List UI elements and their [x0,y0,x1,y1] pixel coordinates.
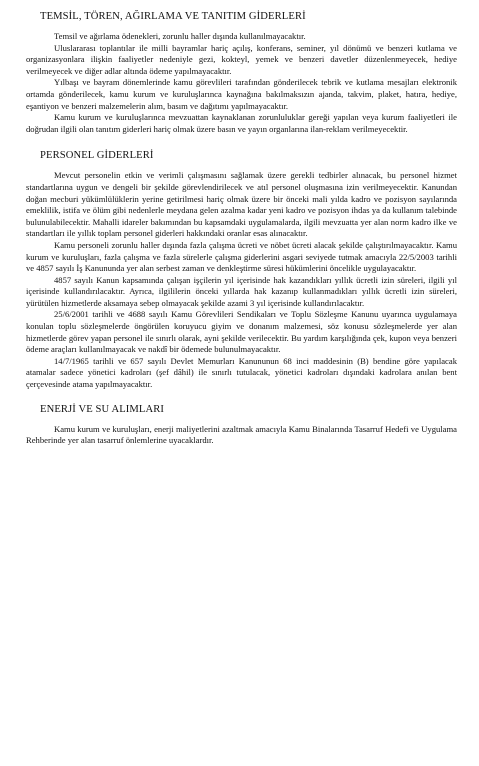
paragraph: Kamu personeli zorunlu haller dışında fazla çalışma ücreti ve nöbet ücreti alacak şekilde çalıştırılmayacaktır. Kamu kurum ve kuruluşları, fazla çalışma ve fazla sürelerle çalışma giderlerini asgari seviyede tutmak amacıyla 22/5/2003 tarihli ve 4857 sayılı İş Kanununda yer alan serbest zaman ve denkleştirme süresi hükümlerini öncelikle uygulayacaktır. [26,239,457,274]
section-heading: ENERJİ VE SU ALIMLARI [40,403,165,415]
section-heading: TEMSİL, TÖREN, AĞIRLAMA VE TANITIM GİDERLERİ [40,11,306,22]
paragraph: Yılbaşı ve bayram dönemlerinde kamu görevlileri tarafından gönderilecek tebrik ve kutlama mesajları elektronik ortamda gönderilecek, kamu kurum ve kuruluşlarınca kaynağına bakılmaksızın ajanda, takvim, plaket, hatıra, hediye, eşantiyon ve benzeri malzemelerin alım, basım ve dağıtımı yapılmayacaktır. [26,77,457,111]
paragraph: Uluslararası toplantılar ile milli bayramlar hariç açılış, konferans, seminer, yıl dönümü ve benzeri kutlama ve organizasyonlara ilişkin faaliyetler nedeniyle gezi, kokteyl, yemek ve benzeri davetler düzenlenmeyecek, hediye verilmeyecek ve diğer adlar altında ödeme yapılmayacaktır. [26,42,457,76]
paragraph: Mevcut personelin etkin ve verimli çalışmasını sağlamak üzere gerekli tedbirler alınacak, bu personel hizmet standartlarına uygun ve dengeli bir şekilde görevlendirilecek ve atıl personel oluşmasına izin verilmeyecektir. Kanundan doğan mecburi yükümlülüklerin yerine getirilmesi hariç olmak üzere bir önceki mali yılda kadro ve pozisyon sayılarında emeklilik, istifa ve ölüm gibi nedenlerle meydana gelen azalma kadar yeni kadro ve pozisyon ihdas ya da kullanım talebinde bulunulabilecektir. Mahalli idareler bakımından bu kapsamdaki uygulamalarda, ilgili mevzuatta yer alan norm kadro ilke ve standartları ile yıllık toplam personel giderleri hakkındaki oranlar esas alınacaktır. [26,170,457,239]
section-enerji [26,403,457,447]
section-body [26,424,457,447]
paragraph: 4857 sayılı Kanun kapsamında çalışan işçilerin yıl içerisinde hak kazandıkları yıllık ücretli izin süreleri, ilgili yıl içerisinde kullandırılacaktır. Ayrıca, ilgililerin önceki yıllarda hak kazanıp kullanmadıkları yıllık ücretli izin süreleri, yürütülen hizmetlerde aksamaya sebep olmayacak şekilde azami 3 yıl içerisinde kullandırılacaktır. [26,274,457,308]
section-body [26,170,457,390]
paragraph: Kamu kurum ve kuruluşları, enerji maliyetlerini azaltmak amacıyla Kamu Binalarında Tasarruf Hedefi ve Uygulama Rehberinde yer alan tasarruf önlemlerine uyacaklardır. [26,423,457,446]
paragraph: Kamu kurum ve kuruluşlarınca mevzuattan kaynaklanan zorunluluklar gereği yapılan veya kurum faaliyetleri ile doğrudan ilgili olan tanıtım giderleri hariç olmak üzere basın ve yayın organlarına ilan-reklam verilmeyecektir. [26,112,457,134]
section-temsil [26,10,457,135]
paragraph: 25/6/2001 tarihli ve 4688 sayılı Kamu Görevlileri Sendikaları ve Toplu Sözleşme Kanunu uyarınca uygulamaya konulan toplu sözleşmelerde öngörülen koruyucu giyim ve donanım malzemesi, söz konusu sözleşmelerde yer alan hizmetlerde görev yapan personel ile sınırlı olarak, ayni şekilde verilecektir. Bu yardım karşılığında çek, kupon veya benzeri ödeme araçları kullanılmayacak ve nakdî bir ödemede bulunulmayacaktır. [26,309,457,355]
paragraph: 14/7/1965 tarihli ve 657 sayılı Devlet Memurları Kanununun 68 inci maddesinin (B) bendine göre yapılacak atamalar sadece yönetici kadroları (şef dâhil) ile sınırlı tutulacak, yönetici kadroları dışındaki kadrolara anılan bent çerçevesinde atama yapılmayacaktır. [26,355,457,390]
section-body [26,31,457,135]
section-heading: PERSONEL GİDERLERİ [40,150,154,162]
paragraph: Temsil ve ağırlama ödenekleri, zorunlu haller dışında kullanılmayacaktır. [54,31,306,41]
section-personel [26,149,457,390]
